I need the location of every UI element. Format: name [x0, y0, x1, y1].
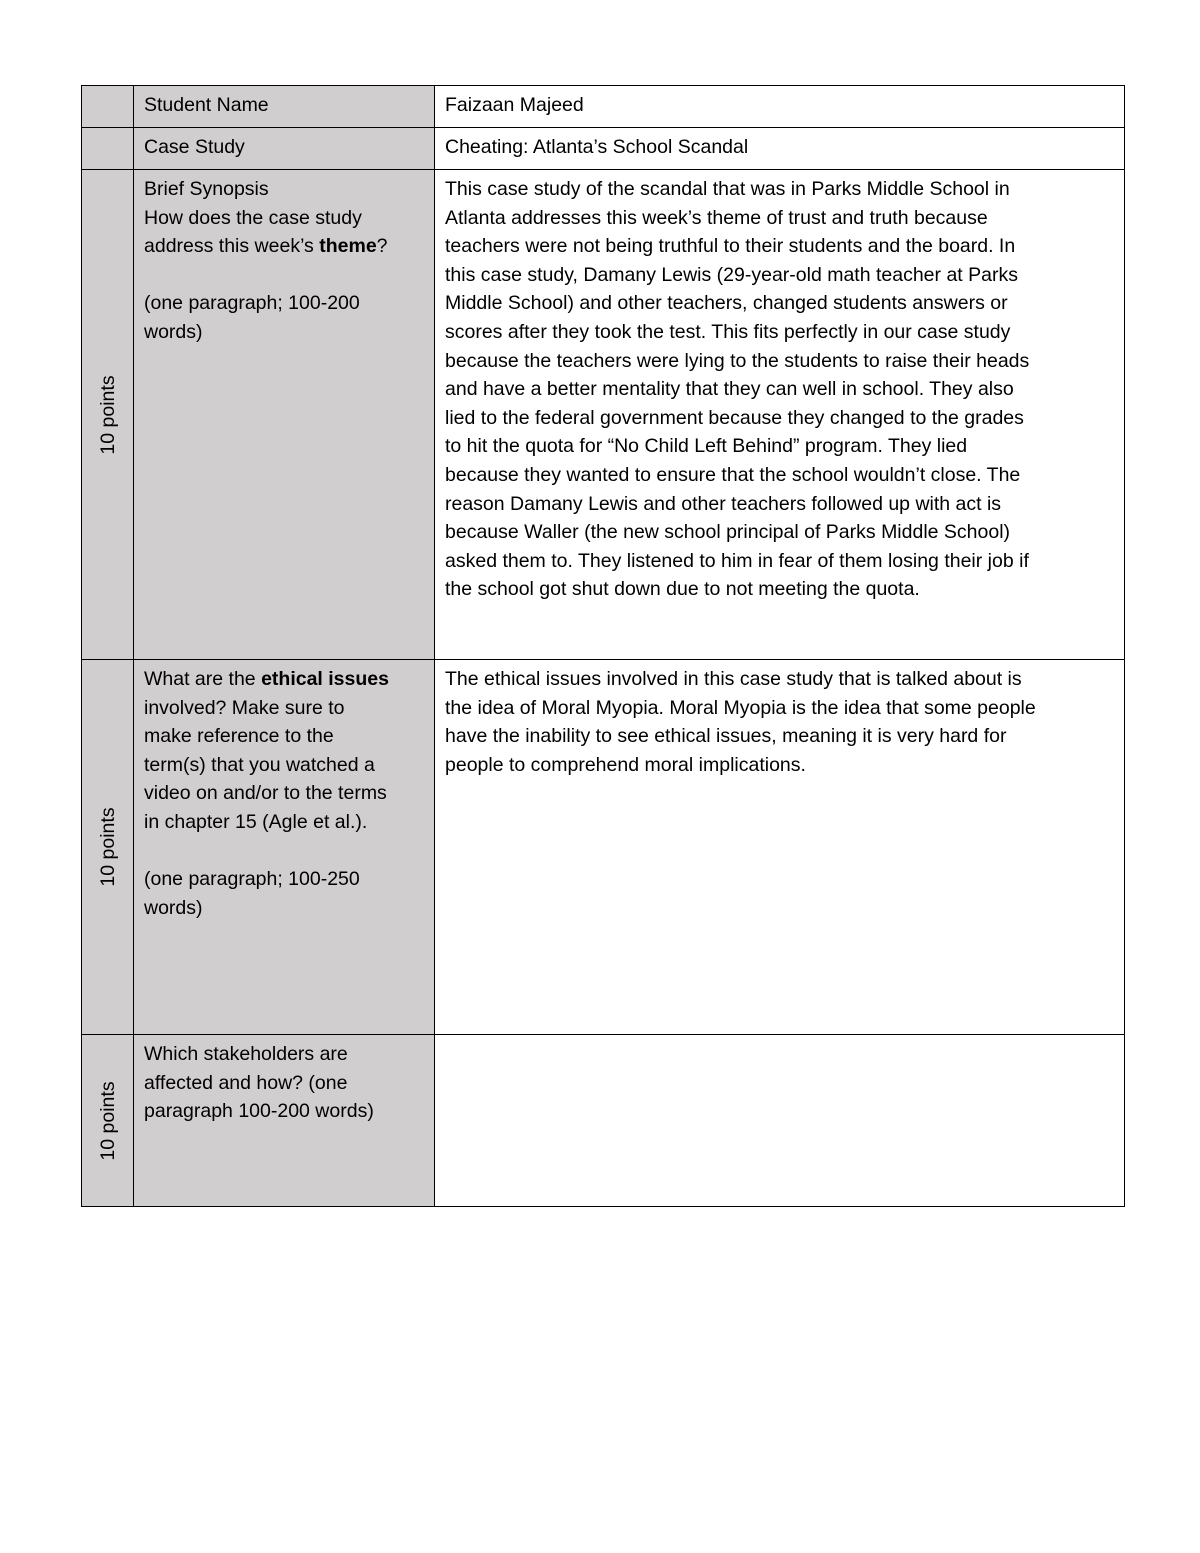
synopsis-points-cell	[82, 170, 134, 660]
ethics-length-note-1: (one paragraph; 100-250	[144, 868, 360, 891]
ethics-answer-text	[445, 665, 1114, 779]
prompt-line: term(s) that you watched a	[144, 753, 375, 776]
theme-emphasis: theme	[319, 235, 377, 258]
synopsis-length-note-2: words)	[144, 320, 203, 343]
case-study-value[interactable]: Cheating: Atlanta’s School Scandal	[435, 128, 1125, 170]
ethics-row	[82, 660, 1125, 1035]
answer-line: to hit the quota for “No Child Left Behind” program. They lied	[445, 435, 968, 458]
ethics-prompt	[134, 660, 435, 1035]
answer-line: because Waller (the new school principal of Parks Middle School)	[445, 521, 1011, 544]
student-name-label: Student Name	[134, 86, 435, 128]
points-cell-empty	[82, 128, 134, 170]
ethics-length-note-2: words)	[144, 896, 203, 919]
synopsis-title: Brief Synopsis	[144, 178, 269, 200]
answer-line: because they wanted to ensure that the school wouldn’t close. The	[445, 463, 1021, 486]
answer-line: The ethical issues involved in this case study that is talked about is	[445, 668, 1022, 690]
answer-line: teachers were not being truthful to their students and the board. In	[445, 235, 1016, 258]
answer-line: the idea of Moral Myopia. Moral Myopia is the idea that some people	[445, 696, 1036, 719]
answer-line: scores after they took the test. This fits perfectly in our case study	[445, 320, 1011, 343]
answer-line: This case study of the scandal that was in Parks Middle School in	[445, 178, 1010, 200]
synopsis-question-line-2: address this week’s theme?	[144, 235, 388, 258]
answer-line: reason Damany Lewis and other teachers followed up with act is	[445, 492, 1002, 515]
case-study-worksheet-table	[81, 85, 1125, 1207]
answer-line: because the teachers were lying to the students to raise their heads	[445, 349, 1030, 372]
answer-line: lied to the federal government because they changed to the grades	[445, 406, 1024, 429]
ethics-answer[interactable]	[435, 660, 1125, 1035]
stakeholders-answer[interactable]	[435, 1035, 1125, 1207]
stakeholders-points-label: 10 points	[96, 1080, 119, 1161]
answer-line: this case study, Damany Lewis (29-year-old math teacher at Parks	[445, 263, 1018, 286]
stakeholders-prompt	[134, 1035, 435, 1207]
stakeholders-row	[82, 1035, 1125, 1207]
answer-line: have the inability to see ethical issues, meaning it is very hard for	[445, 725, 1007, 748]
synopsis-question-line-1: How does the case study	[144, 206, 362, 229]
ethical-issues-emphasis: ethical issues	[261, 668, 389, 690]
prompt-line: make reference to the	[144, 725, 334, 748]
student-name-row	[82, 86, 1125, 128]
synopsis-answer[interactable]	[435, 170, 1125, 660]
answer-line: Atlanta addresses this week’s theme of trust and truth because	[445, 206, 988, 229]
prompt-line: affected and how? (one	[144, 1071, 348, 1094]
ethics-question-lines	[144, 694, 424, 837]
case-study-row	[82, 128, 1125, 170]
student-name-value[interactable]: Faizaan Majeed	[435, 86, 1125, 128]
ethics-points-cell	[82, 660, 134, 1035]
case-study-label: Case Study	[134, 128, 435, 170]
synopsis-answer-text	[445, 175, 1114, 604]
stakeholders-question-lines	[144, 1040, 424, 1126]
stakeholders-points-cell	[82, 1035, 134, 1207]
synopsis-length-note-1: (one paragraph; 100-200	[144, 292, 360, 315]
synopsis-points-label: 10 points	[96, 374, 119, 455]
answer-line: Middle School) and other teachers, changed students answers or	[445, 292, 1008, 315]
prompt-line: involved? Make sure to	[144, 696, 345, 719]
prompt-line: in chapter 15 (Agle et al.).	[144, 810, 368, 833]
prompt-line: video on and/or to the terms	[144, 782, 387, 805]
ethics-points-label: 10 points	[96, 807, 119, 887]
answer-line: the school got shut down due to not meeting the quota.	[445, 578, 920, 601]
ethics-question-line-1: What are the ethical issues	[144, 668, 389, 690]
points-cell-empty	[82, 86, 134, 128]
prompt-line: Which stakeholders are	[144, 1043, 348, 1065]
synopsis-row	[82, 170, 1125, 660]
prompt-line: paragraph 100-200 words)	[144, 1100, 374, 1123]
answer-line: people to comprehend moral implications.	[445, 753, 806, 776]
synopsis-prompt	[134, 170, 435, 660]
answer-line: asked them to. They listened to him in fear of them losing their job if	[445, 549, 1029, 572]
answer-line: and have a better mentality that they can well in school. They also	[445, 378, 1014, 401]
